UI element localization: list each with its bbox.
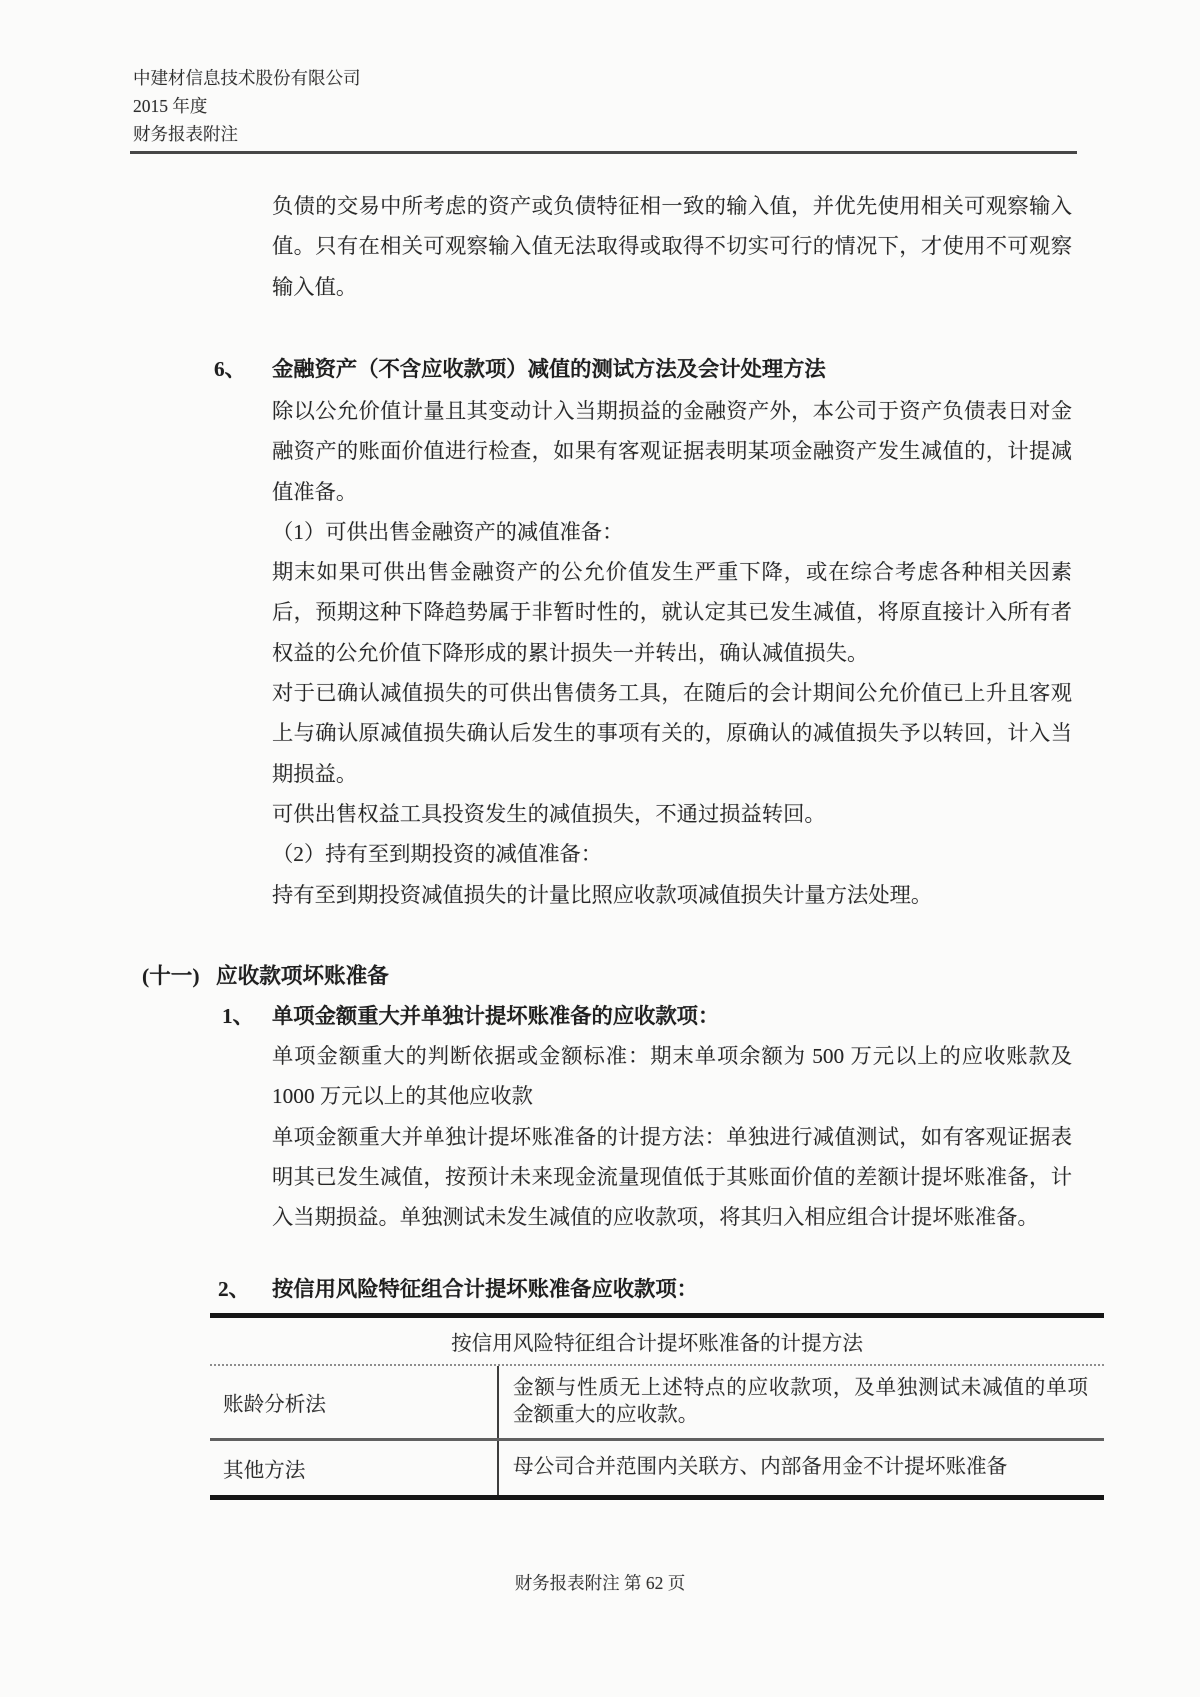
header-divider [130, 151, 1077, 154]
section-number: 2、 [218, 1277, 250, 1301]
doc-title: 财务报表附注 [133, 124, 238, 144]
paragraph: （1）可供出售金融资产的减值准备： [272, 519, 624, 544]
paragraph: 期末如果可供出售金融资产的公允价值发生严重下降，或在综合考虑各种相关因素后，预期这种下降趋势属于非暂时性的，就认定其已发生减值，将原直接计入所有者权益的公允价值下降形成的累计损失一并转出，确认减值损失。 [272, 560, 1072, 665]
section11-heading [142, 956, 389, 996]
section-number: 1、 [222, 1004, 254, 1028]
paragraph: 单项金额重大的判断依据或金额标准：期末单项余额为 500 万元以上的应收账款及1000 万元以上的其他应收款 [272, 1044, 1072, 1109]
paragraph: （2）持有至到期投资的减值准备： [272, 842, 603, 867]
carryover-paragraph [272, 186, 1072, 307]
section-title: 金融资产（不含应收款项）减值的测试方法及会计处理方法 [272, 357, 826, 381]
paragraph: 持有至到期投资减值损失的计量比照应收款项减值损失计量方法处理。 [272, 882, 933, 907]
method-cell: 其他方法 [223, 1460, 306, 1482]
page-footer [0, 1570, 1200, 1595]
method-cell: 账龄分析法 [223, 1394, 326, 1416]
section-title: 应收款项坏账准备 [216, 964, 389, 988]
paragraph: 对于已确认减值损失的可供出售债务工具，在随后的会计期间公允价值已上升且客观上与确认原减值损失确认后发生的事项有关的，原确认的减值损失予以转回，计入当期损益。 [272, 681, 1072, 786]
section-title: 按信用风险特征组合计提坏账准备应收款项： [272, 1277, 698, 1301]
paragraph: 单项金额重大并单独计提坏账准备的计提方法：单独进行减值测试，如有客观证据表明其已发生减值，按预计未来现金流量现值低于其账面价值的差额计提坏账准备，计入当期损益。单独测试未发生减值的应收款项，将其归入相应组合计提坏账准备。 [272, 1124, 1072, 1230]
table-row [210, 1366, 1104, 1441]
section6-heading [214, 349, 826, 389]
description-cell: 母公司合并范围内关联方、内部备用金不计提坏账准备 [497, 1441, 1104, 1495]
page-number: 财务报表附注 第 62 页 [514, 1573, 686, 1593]
description-cell: 金额与性质无上述特点的应收款项，及单独测试未减值的单项金额重大的应收款。 [497, 1366, 1104, 1438]
section-number: 6、 [214, 357, 246, 381]
subsection1-body [272, 1036, 1072, 1237]
section6-body [272, 391, 1072, 915]
report-year: 2015 年度 [133, 96, 208, 116]
company-name: 中建材信息技术股份有限公司 [133, 68, 361, 88]
subsection1-heading [222, 996, 719, 1036]
section-number: (十一) [142, 964, 200, 988]
table-caption: 按信用风险特征组合计提坏账准备的计提方法 [210, 1318, 1104, 1366]
paragraph: 负债的交易中所考虑的资产或负债特征相一致的输入值，并优先使用相关可观察输入值。只有在相关可观察输入值无法取得或取得不切实可行的情况下，才使用不可观察输入值。 [272, 194, 1072, 299]
page-header [133, 64, 361, 148]
section-title: 单项金额重大并单独计提坏账准备的应收款项： [272, 1004, 720, 1028]
paragraph: 除以公允价值计量且其变动计入当期损益的金融资产外，本公司于资产负债表日对金融资产的账面价值进行检查，如果有客观证据表明某项金融资产发生减值的，计提减值准备。 [272, 399, 1072, 504]
provision-method-table [210, 1318, 1104, 1500]
table-row [210, 1441, 1104, 1500]
subsection2-heading [210, 1274, 1104, 1318]
paragraph: 可供出售权益工具投资发生的减值损失，不通过损益转回。 [272, 801, 826, 826]
